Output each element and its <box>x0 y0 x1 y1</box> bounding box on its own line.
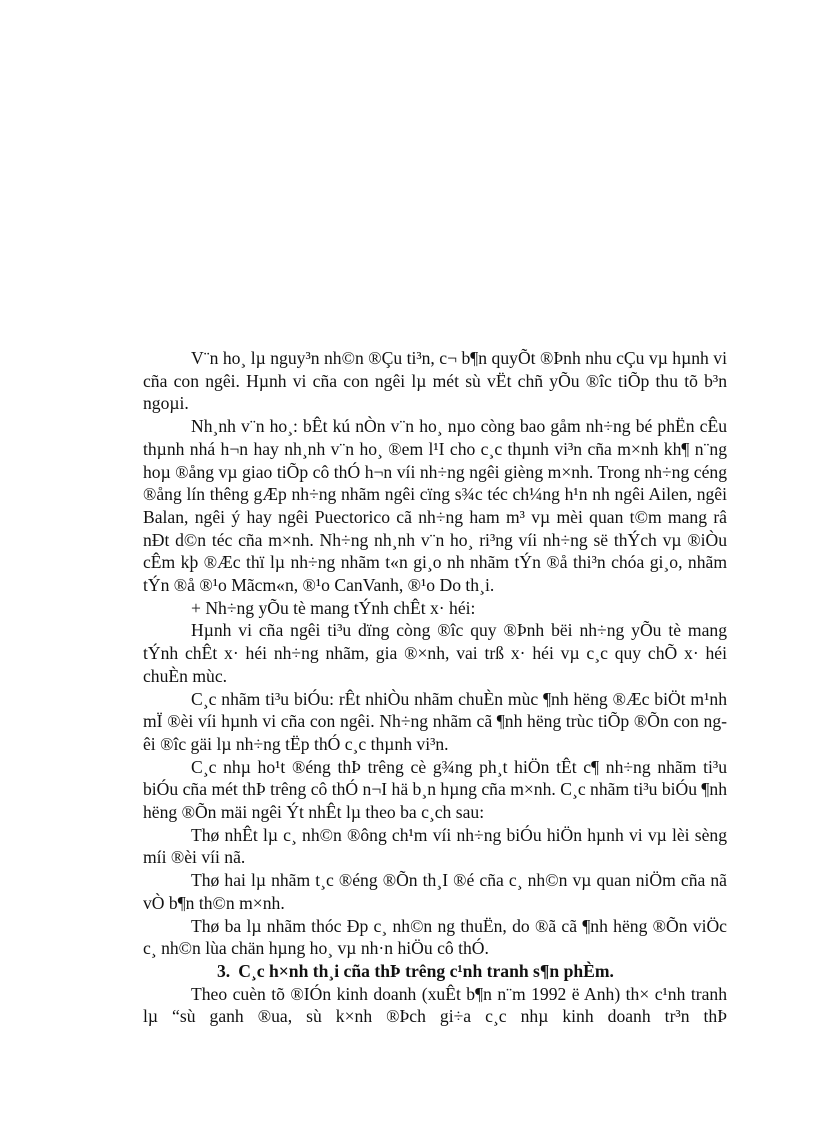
paragraph-reference-groups: C¸c nhãm ti³u biÓu: rÊt nhiÒu nhãm chuÈn mùc ¶nh hëng ®Æc biÖt m¹nh mÏ ®èi víi hµnh vi cña con ngêi. Nh÷ng nhãm cã ¶nh hëng trùc tiÕp ®Õn con ngêi ®îc gäi lµ nh÷ng tËp thÓ c¸c thµnh vi³n. <box>143 688 727 754</box>
paragraph-competition-definition: Theo cuèn tõ ®IÓn kinh doanh (xuÊt b¶n n¨m 1992 ë Anh) th× c¹nh tranh lµ “sù ganh ®ua, sù k×nh ®Þch gi÷a c¸c nhµ kinh doanh tr³n thÞ <box>143 983 727 1027</box>
section-number: 3. <box>217 960 231 981</box>
paragraph-social-factors: Hµnh vi cña ngêi ti³u dïng còng ®îc quy ®Þnh bëi nh÷ng yÕu tè mang tÝnh chÊt x· héi nh÷ng nhãm, gia ®×nh, vai trß x· héi vµ c¸c quy chÕ x· héi chuÈn mùc. <box>143 620 727 686</box>
document-page <box>143 347 727 1028</box>
paragraph-marketers: C¸c nhµ ho¹t ®éng thÞ trêng cè g¾ng ph¸t hiÖn tÊt c¶ nh÷ng nhãm ti³u biÓu cña mét thÞ trêng cô thÓ n¬I hä b¸n hµng cña m×nh. C¸c nhãm ti³u biÓu ¶nh hëng ®Õn mäi ngêi Ýt nhÊt lµ theo ba c¸ch sau: <box>143 756 727 823</box>
paragraph-second-way: Thø hai lµ nhãm t¸c ®éng ®Õn th¸I ®é cña c¸ nh©n vµ quan niÖm cña nã vÒ b¶n th©n m×nh. <box>143 870 727 913</box>
section-heading <box>143 960 727 983</box>
paragraph-subculture: Nh¸nh v¨n ho¸: bÊt kú nÒn v¨n ho¸ nµo còng bao gåm nh÷ng bé phËn cÊu thµnh nhá h¬n hay nh¸nh v¨n ho¸ ®em l¹I cho c¸c thµnh vi³n cña m×nh kh¶ n¨ng hoµ ®ång vµ giao tiÕp cô thÓ h¬n víi nh÷ng ngêi gièng m×nh. Trong nh÷ng céng ®ång lín thêng gÆp nh÷ng nhãm ngêi cïng s¾c téc ch¼ng h¹n nh ngêi Ailen, ngêi Balan, ngêi ý hay ngêi Puectorico cã nh÷ng ham m³ vµ mèi quan t©m mang râ nÐt d©n téc cña m×nh. Nh÷ng nh¸nh v¨n ho¸ ri³ng víi nh÷ng së thÝch vµ ®iÒu cÊm kþ ®Æc thï lµ nh÷ng nhãm t«n gi¸o nh nhãm tÝn ®å thi³n chóa gi¸o, nhãm tÝn ®å ®¹o Mãcm«n, ®¹o CanVanh, ®¹o Do th¸i. <box>143 416 727 596</box>
section-title: C¸c h×nh th¸i cña thÞ trêng c¹nh tranh s¶n phÈm. <box>238 960 614 981</box>
paragraph-culture-intro: V¨n ho¸ lµ nguy³n nh©n ®Çu ti³n, c¬ b¶n quyÕt ®Þnh nhu cÇu vµ hµnh vi cña con ngêi. Hµnh vi cña con ngêi lµ mét sù vËt chñ yÕu ®îc tiÕp thu tõ b³n ngoµi. <box>143 348 727 414</box>
paragraph-social-factors-label: + Nh÷ng yÕu tè mang tÝnh chÊt x· héi: <box>191 597 476 618</box>
paragraph-first-way: Thø nhÊt lµ c¸ nh©n ®ông ch¹m víi nh÷ng biÓu hiÖn hµnh vi vµ lèi sèng míi ®èi víi nã. <box>143 824 727 868</box>
paragraph-third-way: Thø ba lµ nhãm thóc Ðp c¸ nh©n ng thuËn, do ®ã cã ¶nh hëng ®Õn viÖc c¸ nh©n lùa chän hµng ho¸ vµ nh·n hiÖu cô thÓ. <box>143 915 727 959</box>
